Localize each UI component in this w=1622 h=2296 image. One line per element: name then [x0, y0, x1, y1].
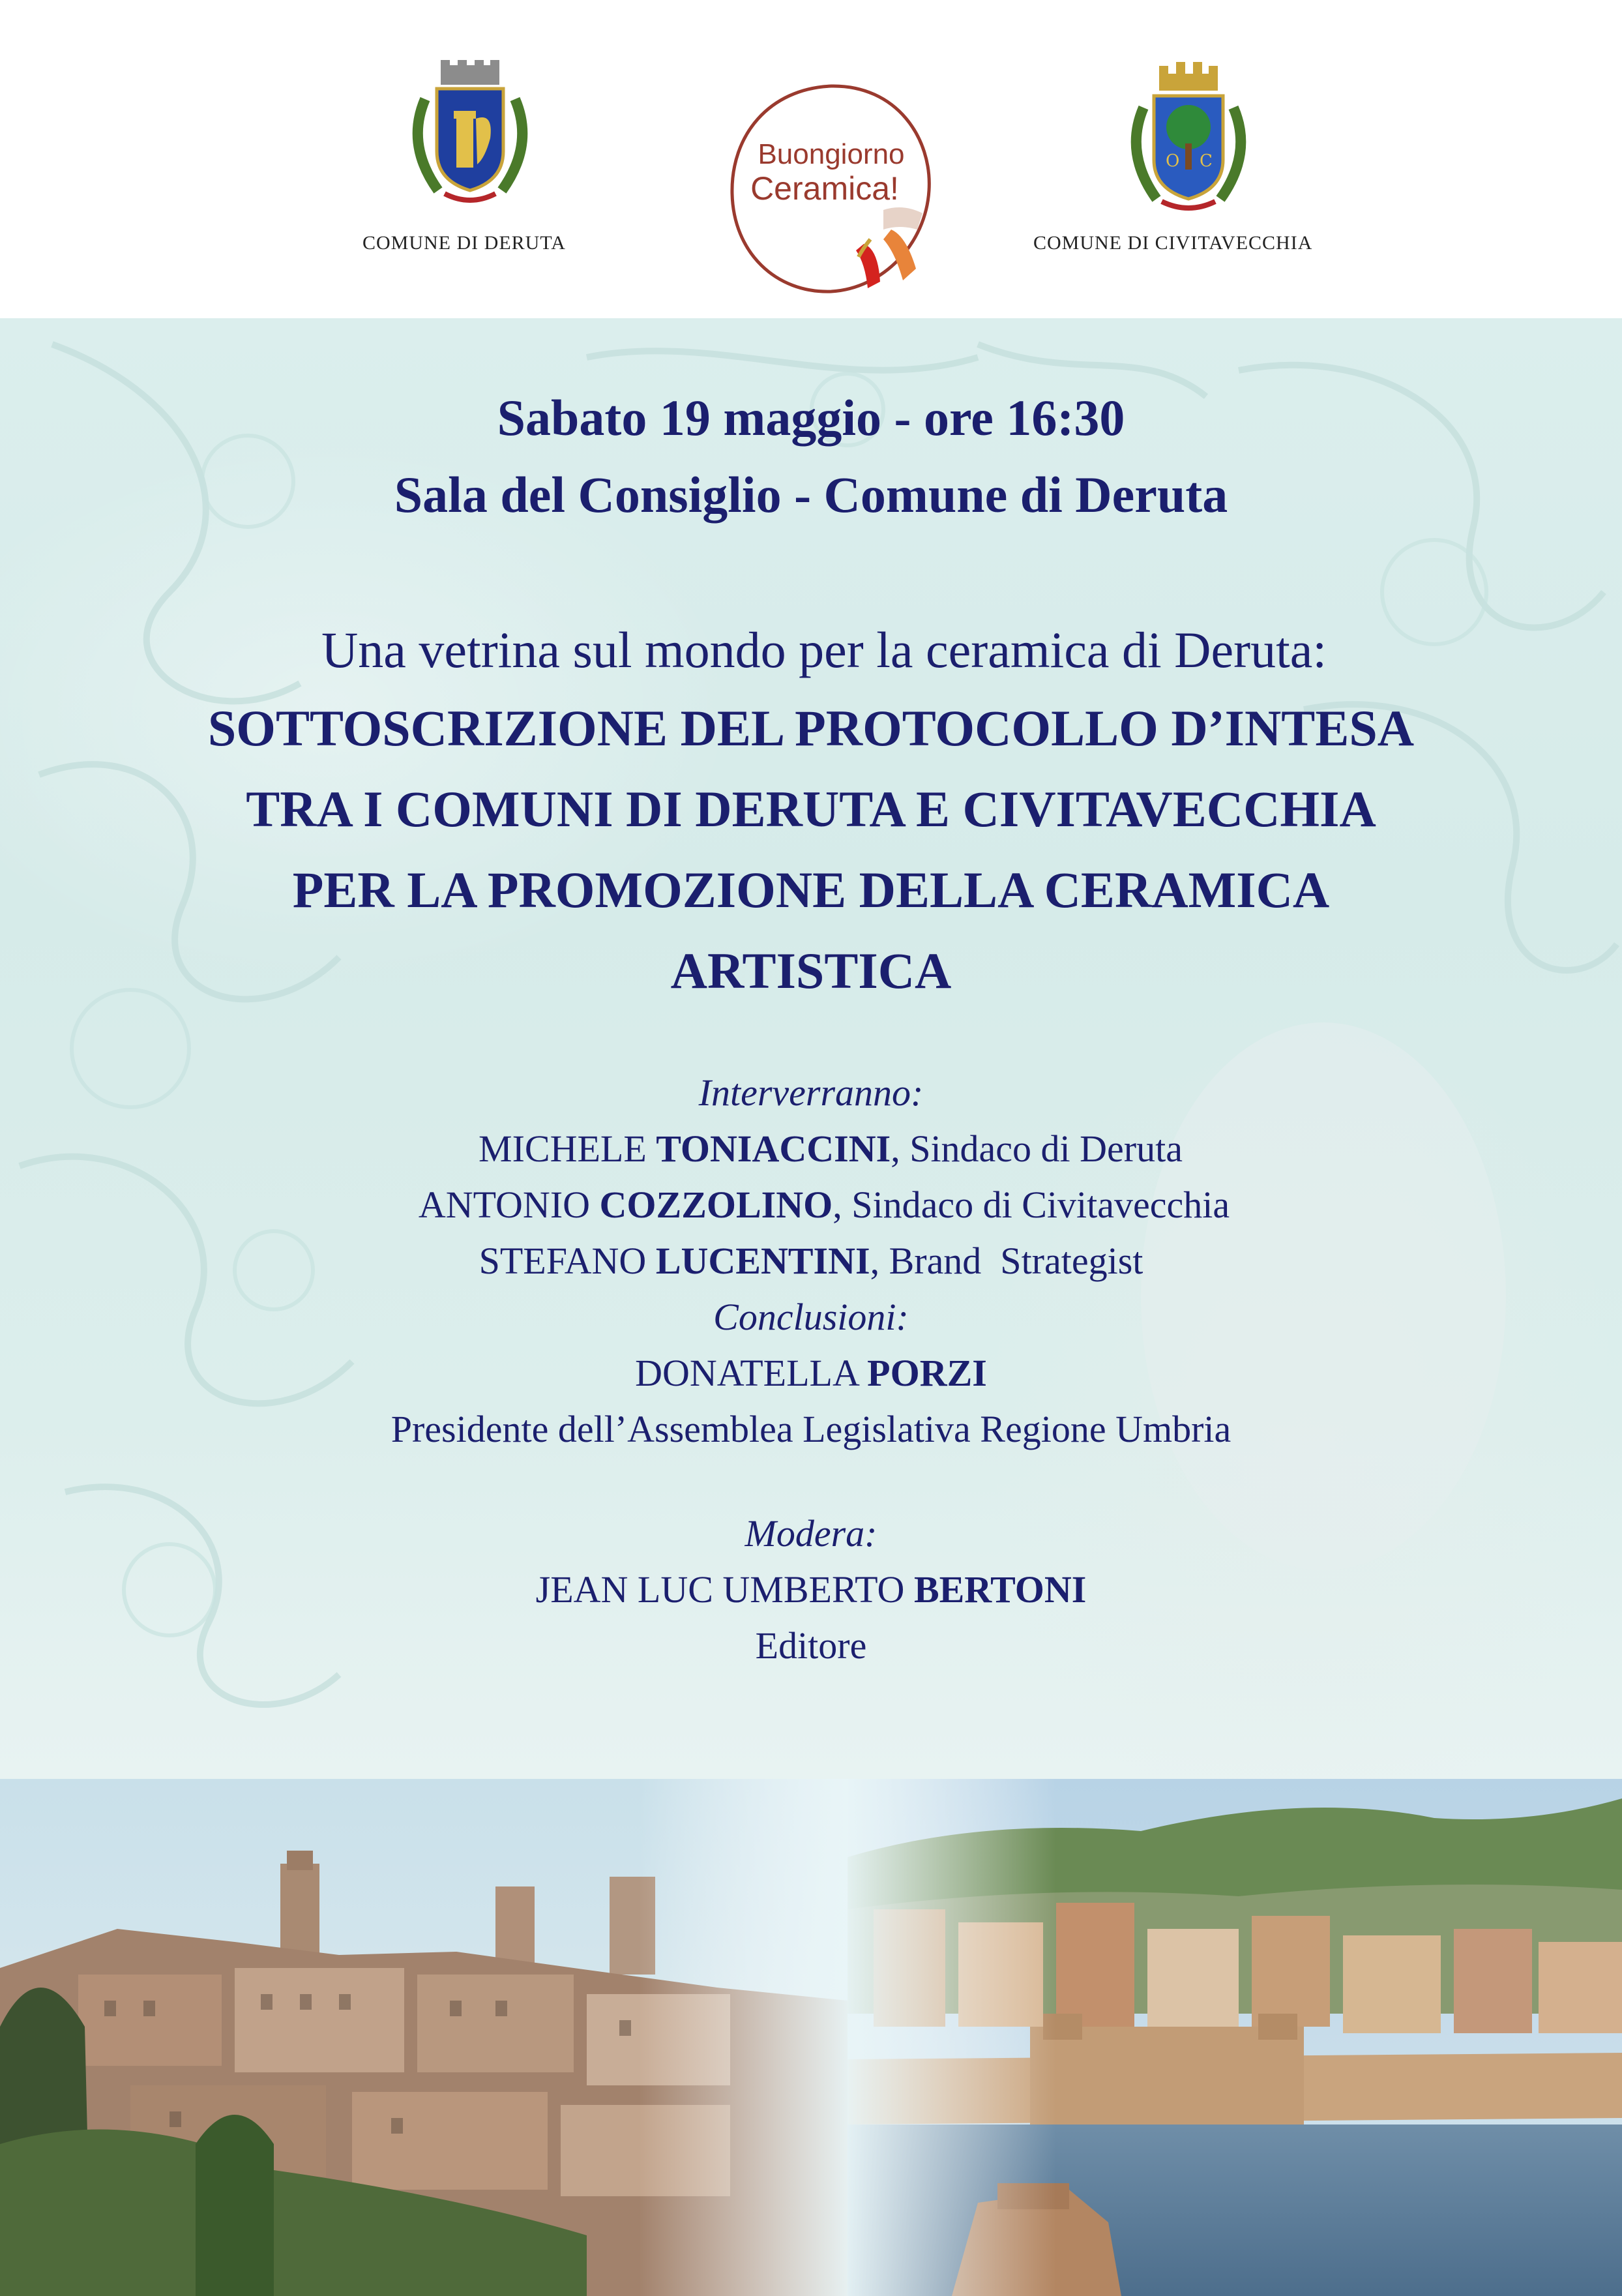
speaker-role: , Sindaco di Civitavecchia: [833, 1184, 1230, 1226]
speaker-2: [13, 1183, 1622, 1227]
logo-line-2: Ceramica!: [750, 170, 899, 207]
speaker-last-name: TONIACCINI: [656, 1127, 891, 1170]
left-comune-label: COMUNE DI DERUTA: [362, 232, 566, 254]
speaker-last-name: COZZOLINO: [599, 1184, 833, 1226]
event-date: Sabato 19 maggio - ore 16:30: [497, 389, 1125, 446]
speaker-1: [20, 1127, 1622, 1170]
speaker-role: , Sindaco di Deruta: [891, 1127, 1183, 1170]
conclusions-speaker: [0, 1351, 1622, 1395]
speaker-role: , Brand Strategist: [870, 1240, 1143, 1282]
event-venue: Sala del Consiglio - Comune di Deruta: [394, 466, 1228, 523]
civitavecchia-crest-icon: [1120, 62, 1257, 215]
speaker-first-name: DONATELLA: [635, 1352, 858, 1394]
moderator-speaker: [0, 1568, 1622, 1611]
panorama-photo: [0, 1779, 1622, 2296]
headline-line-1: SOTTOSCRIZIONE DEL PROTOCOLLO D’INTESA: [207, 700, 1415, 756]
headline-line-3: PER LA PROMOZIONE DELLA CERAMICA: [292, 861, 1330, 918]
conclusions-label: Conclusioni:: [713, 1296, 909, 1338]
moderator-label: Modera:: [745, 1512, 877, 1555]
headline-line-2: TRA I COMUNI DI DERUTA E CIVITAVECCHIA: [246, 781, 1376, 837]
logo-line-1: Buongiorno: [758, 138, 905, 170]
speaker-last-name: LUCENTINI: [655, 1240, 870, 1282]
right-comune-label: COMUNE DI CIVITAVECCHIA: [1033, 232, 1313, 254]
moderator-role: Editore: [755, 1624, 867, 1667]
buongiorno-ceramica-logo: [707, 73, 955, 314]
conclusions-role: Presidente dell’Assemblea Legislativa Regione Umbria: [391, 1408, 1231, 1450]
speaker-3: [0, 1239, 1622, 1283]
event-subtitle: Una vetrina sul mondo per la ceramica di Deruta:: [321, 621, 1327, 678]
speaker-first-name: MICHELE: [479, 1127, 647, 1170]
speaker-first-name: STEFANO: [479, 1240, 647, 1282]
speaker-last-name: BERTONI: [913, 1568, 1087, 1611]
speaker-last-name: PORZI: [867, 1352, 987, 1394]
speaker-first-name: JEAN LUC UMBERTO: [535, 1568, 905, 1611]
ornament-background: [0, 318, 1622, 1779]
speakers-label: Interverranno:: [698, 1071, 924, 1114]
poster-body: [0, 318, 1622, 1779]
header: [0, 0, 1622, 318]
svg-text:C: C: [1200, 151, 1213, 171]
svg-text:O: O: [1166, 151, 1180, 171]
speaker-first-name: ANTONIO: [418, 1184, 591, 1226]
headline-line-4: ARTISTICA: [670, 942, 952, 999]
deruta-crest-icon: [399, 60, 541, 210]
